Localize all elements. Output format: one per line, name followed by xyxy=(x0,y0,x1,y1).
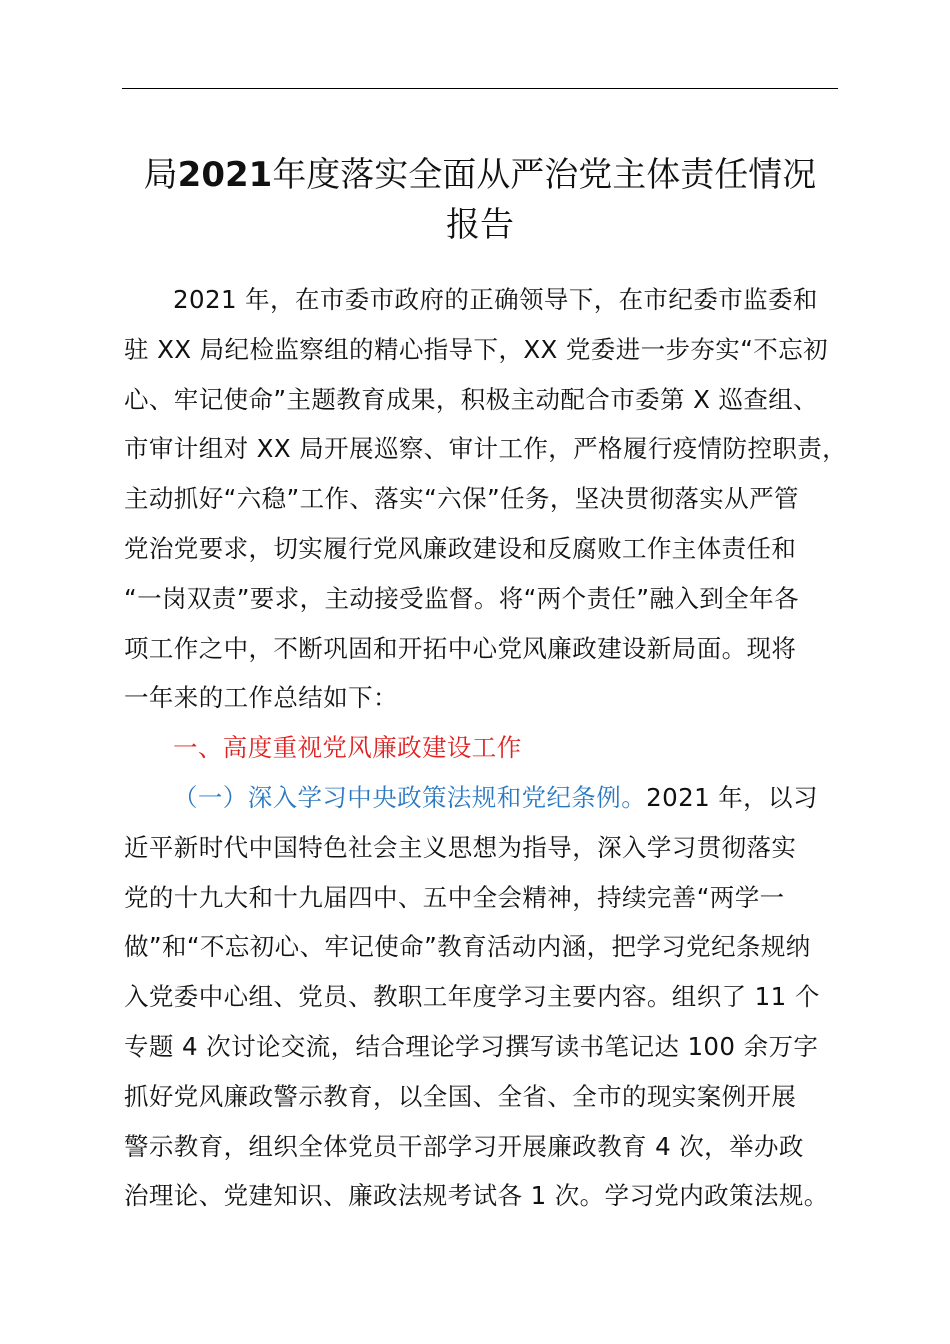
subsection-line xyxy=(124,773,838,823)
paragraph-line: 一年来的工作总结如下： xyxy=(124,683,398,713)
paragraph-line: 2021 年，在市委市政府的正确领导下，在市纪委市监委和 xyxy=(173,285,818,314)
paragraph-line: 项工作之中，不断巩固和开拓中心党风廉政建设新局面。现将 xyxy=(124,633,797,663)
paragraph-line: 党的十九大和十九届四中、五中全会精神，持续完善“两学一 xyxy=(124,882,785,912)
title-line-2: 报告 xyxy=(446,205,514,245)
paragraph-line: 市审计组对 XX 局开展巡察、审计工作，严格履行疫情防控职责， xyxy=(124,434,848,464)
paragraph-line: 近平新时代中国特色社会主义思想为指导，深入学习贯彻落实 xyxy=(124,832,797,862)
paragraph-line: 党治党要求，切实履行党风廉政建设和反腐败工作主体责任和 xyxy=(124,533,797,563)
header-rule xyxy=(122,88,838,89)
document-body xyxy=(124,275,848,1221)
paragraph-line: “一岗双责”要求，主动接受监督。将“两个责任”融入到全年各 xyxy=(124,583,799,613)
subsection-heading: （一）深入学习中央政策法规和党纪条例。 xyxy=(173,782,647,812)
document-title xyxy=(110,150,850,250)
paragraph-line: 主动抓好“六稳”工作、落实“六保”任务，坚决贯彻落实从严管 xyxy=(124,484,799,514)
section-heading: 一、高度重视党风廉政建设工作 xyxy=(173,733,522,763)
title-year: 2021 xyxy=(177,155,273,195)
paragraph-line: 抓好党风廉政警示教育，以全国、全省、全市的现实案例开展 xyxy=(124,1081,797,1111)
paragraph-line: 入党委中心组、党员、教职工年度学习主要内容。组织了 11 个 xyxy=(124,982,820,1012)
paragraph-line: 做”和“不忘初心、牢记使命”教育活动内涵，把学习党纪条规纳 xyxy=(124,932,811,962)
title-line-1 xyxy=(110,150,850,200)
paragraph-line: 驻 XX 局纪检监察组的精心指导下，XX 党委进一步夯实“不忘初 xyxy=(124,334,828,364)
paragraph-line: 警示教育，组织全体党员干部学习开展廉政教育 4 次，举办政 xyxy=(124,1131,804,1161)
title-prefix: 局 xyxy=(143,155,178,195)
subsection-heading-rest: 2021 年，以习 xyxy=(646,782,818,812)
title-main: 年度落实全面从严治党主体责任情况 xyxy=(272,155,817,195)
paragraph-line: 治理论、党建知识、廉政法规考试各 1 次。学习党内政策法规。 xyxy=(124,1181,829,1211)
paragraph-line: 专题 4 次讨论交流，结合理论学习撰写读书笔记达 100 余万字 xyxy=(124,1031,819,1061)
paragraph-line: 心、牢记使命”主题教育成果，积极主动配合市委第 X 巡查组、 xyxy=(124,384,819,414)
